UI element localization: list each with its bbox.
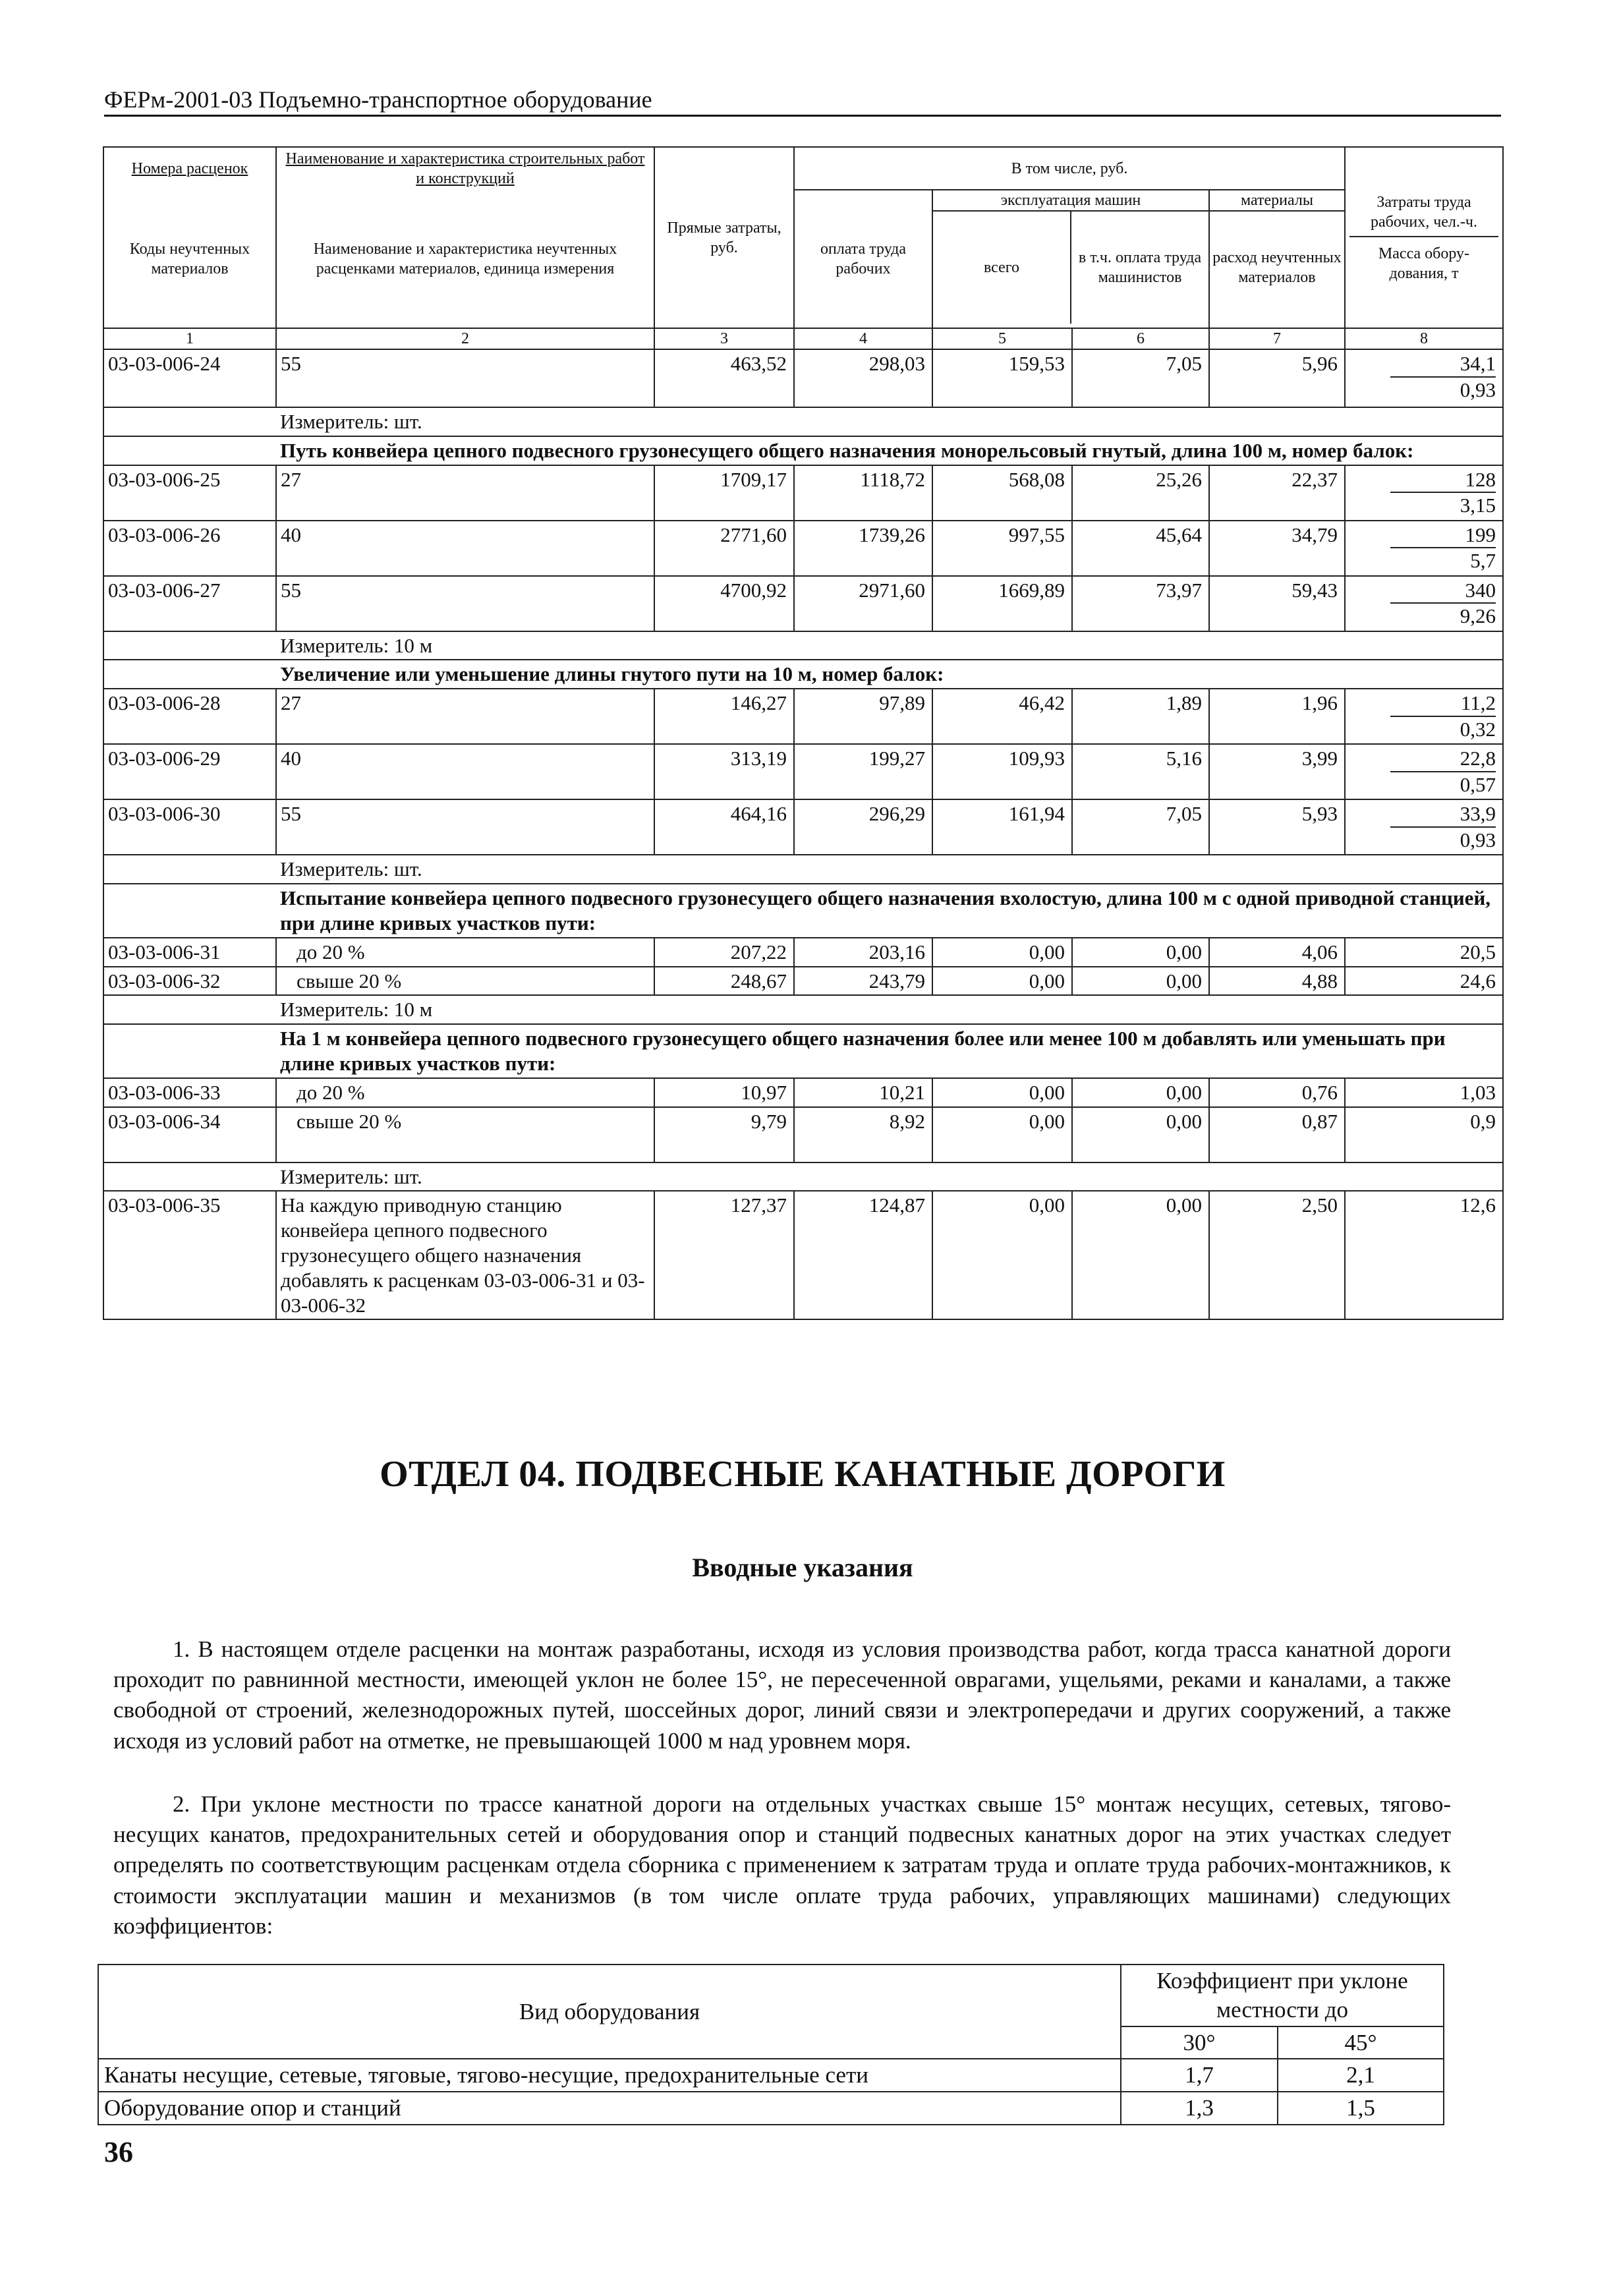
rate-name: 27 <box>276 465 654 521</box>
labor-pay: 1118,72 <box>794 465 932 521</box>
col-number: 3 <box>654 328 794 349</box>
materials: 0,87 <box>1209 1107 1345 1162</box>
labor-pay: 97,89 <box>794 689 932 744</box>
equipment-mass: 0,57 <box>1460 773 1496 797</box>
table-row <box>103 1107 1503 1162</box>
section-title: ОТДЕЛ 04. ПОДВЕСНЫЕ КАНАТНЫЕ ДОРОГИ <box>380 1454 1226 1495</box>
header-machines-total: всего <box>933 212 1071 324</box>
machinist-pay: 25,26 <box>1072 465 1209 521</box>
rate-name: до 20 % <box>276 1078 654 1107</box>
direct-costs: 248,67 <box>654 967 794 996</box>
unit-label: Измеритель: шт. <box>276 855 1503 884</box>
direct-costs: 146,27 <box>654 689 794 744</box>
rate-name: до 20 % <box>276 938 654 967</box>
table-row <box>103 938 1503 967</box>
materials: 0,76 <box>1209 1078 1345 1107</box>
machinist-pay: 0,00 <box>1072 938 1209 967</box>
equipment-mass: 9,26 <box>1460 604 1496 628</box>
header-machines-group <box>932 190 1209 328</box>
equipment-mass: 0,93 <box>1460 828 1496 852</box>
labor-pay: 1739,26 <box>794 521 932 576</box>
labor-and-mass <box>1345 799 1503 855</box>
machines-total: 0,00 <box>932 938 1072 967</box>
header-material-names: Наименование и характеристика неучтенных расценками материалов, единица измерения <box>276 190 654 328</box>
equipment-mass: 5,7 <box>1470 549 1496 573</box>
machinist-pay: 1,89 <box>1072 689 1209 744</box>
rate-code: 03-03-006-31 <box>103 938 276 967</box>
col-number: 4 <box>794 328 932 349</box>
rate-code: 03-03-006-29 <box>103 744 276 799</box>
rate-name: свыше 20 % <box>276 967 654 996</box>
coef-30: 1,7 <box>1121 2059 1278 2092</box>
rate-name: 40 <box>276 521 654 576</box>
header-slope-45: 45° <box>1278 2026 1444 2059</box>
header-material-codes: Коды неучтенных материалов <box>103 190 276 328</box>
col-number: 2 <box>276 328 654 349</box>
spacer-cell <box>103 884 276 938</box>
labor-and-mass <box>1345 744 1503 799</box>
page-number: 36 <box>104 2136 133 2168</box>
header-machines: эксплуатация машин <box>933 190 1208 212</box>
machines-total: 568,08 <box>932 465 1072 521</box>
labor-pay: 296,29 <box>794 799 932 855</box>
table-row <box>103 1078 1503 1107</box>
col-number: 1 <box>103 328 276 349</box>
machines-total: 0,00 <box>932 1191 1072 1319</box>
equipment-mass: 0,32 <box>1460 718 1496 741</box>
spacer-cell <box>103 407 276 436</box>
col-number: 8 <box>1345 328 1503 349</box>
materials: 2,50 <box>1209 1191 1345 1319</box>
materials: 4,06 <box>1209 938 1345 967</box>
running-header: ФЕРм-2001-03 Подъемно-транспортное оборудование <box>104 86 1501 117</box>
machines-total: 159,53 <box>932 349 1072 407</box>
labor-costs: 128 <box>1390 467 1496 494</box>
group-title: На 1 м конвейера цепного подвесного грузонесущего общего назначения более или менее 100 м добавлять или уменьшать при длине кривых участков пути: <box>276 1024 1503 1078</box>
machinist-pay: 0,00 <box>1072 1191 1209 1319</box>
table-row <box>103 1191 1503 1319</box>
header-equipment-mass: Масса обору-дования, т <box>1378 244 1470 282</box>
table-row <box>98 2092 1444 2125</box>
direct-costs: 313,19 <box>654 744 794 799</box>
equipment-mass: 3,15 <box>1460 494 1496 517</box>
labor-pay: 2971,60 <box>794 576 932 631</box>
table-row <box>103 465 1503 521</box>
materials: 5,96 <box>1209 349 1345 407</box>
header-direct-costs: Прямые затраты, руб. <box>654 147 794 328</box>
machinist-pay: 73,97 <box>1072 576 1209 631</box>
rate-code: 03-03-006-33 <box>103 1078 276 1107</box>
rate-code: 03-03-006-30 <box>103 799 276 855</box>
machines-total: 0,00 <box>932 1078 1072 1107</box>
machines-total: 0,00 <box>932 1107 1072 1162</box>
header-material-consumption: расход неучтенных материалов <box>1212 249 1342 286</box>
labor-and-mass <box>1345 465 1503 521</box>
group-title: Увеличение или уменьшение длины гнутого пути на 10 м, номер балок: <box>276 660 1503 689</box>
header-slope-30: 30° <box>1121 2026 1278 2059</box>
spacer-cell <box>103 631 276 660</box>
labor-costs: 20,5 <box>1345 938 1503 967</box>
direct-costs: 127,37 <box>654 1191 794 1319</box>
direct-costs: 1709,17 <box>654 465 794 521</box>
header-machinist-pay: в т.ч. оплата труда машинистов <box>1078 249 1202 286</box>
unit-label: Измеритель: шт. <box>276 1162 1503 1191</box>
rate-code: 03-03-006-24 <box>103 349 276 407</box>
labor-and-mass <box>1345 349 1503 407</box>
machines-total: 0,00 <box>932 967 1072 996</box>
materials: 59,43 <box>1209 576 1345 631</box>
col-number: 6 <box>1072 328 1209 349</box>
group-title: Испытание конвейера цепного подвесного грузонесущего общего назначения вхолостую, длина 100 м с одной приводной станцией, при длине кривых участков пути: <box>276 884 1503 938</box>
machines-total: 46,42 <box>932 689 1072 744</box>
labor-costs: 33,9 <box>1390 801 1496 828</box>
rate-code: 03-03-006-27 <box>103 576 276 631</box>
machines-total: 161,94 <box>932 799 1072 855</box>
machinist-pay: 0,00 <box>1072 1107 1209 1162</box>
header-labor-costs <box>1345 147 1503 328</box>
spacer-cell <box>103 436 276 465</box>
unit-label: Измеритель: 10 м <box>276 631 1503 660</box>
direct-costs: 463,52 <box>654 349 794 407</box>
labor-pay: 243,79 <box>794 967 932 996</box>
header-labor-pay: оплата труда рабочих <box>794 190 932 328</box>
labor-and-mass <box>1345 689 1503 744</box>
coef-45: 1,5 <box>1278 2092 1444 2125</box>
materials: 22,37 <box>1209 465 1345 521</box>
labor-pay: 199,27 <box>794 744 932 799</box>
rate-name: 55 <box>276 576 654 631</box>
header-equipment-type: Вид оборудования <box>98 1965 1121 2059</box>
paragraph-1: 1. В настоящем отделе расценки на монтаж разработаны, исходя из условия производства работ, когда трасса канатной дороги проходит по равнинной местности, имеющей уклон не более 15°, не пересеченной оврагами, ущельями, реками и каналами, а также свободной от строений, железнодорожных путей, шоссейных дорог, линий связи и электропередачи и других сооружений, а также исходя из условий работ на отметке, не превышающей 1000 м над уровнем моря. <box>113 1636 1451 1754</box>
labor-pay: 10,21 <box>794 1078 932 1107</box>
rate-name: 40 <box>276 744 654 799</box>
col-number: 5 <box>932 328 1072 349</box>
labor-and-mass <box>1345 576 1503 631</box>
header-coefficient: Коэффициент при уклоне местности до <box>1121 1965 1444 2026</box>
spacer-cell <box>103 855 276 884</box>
intro-title: Вводные указания <box>692 1553 913 1582</box>
spacer-cell <box>103 1024 276 1078</box>
table-row <box>103 689 1503 744</box>
machinist-pay: 7,05 <box>1072 799 1209 855</box>
rate-code: 03-03-006-25 <box>103 465 276 521</box>
header-materials-group <box>1209 190 1345 328</box>
equipment-name: Канаты несущие, сетевые, тяговые, тягово-несущие, предохранительные сети <box>98 2059 1121 2092</box>
coef-45: 2,1 <box>1278 2059 1444 2092</box>
direct-costs: 464,16 <box>654 799 794 855</box>
materials: 4,88 <box>1209 967 1345 996</box>
rate-name: 55 <box>276 799 654 855</box>
machinist-pay: 5,16 <box>1072 744 1209 799</box>
header-materials: материалы <box>1210 190 1344 212</box>
header-work-name: Наименование и характеристика строительных работ и конструкций <box>276 147 654 190</box>
rate-name: 55 <box>276 349 654 407</box>
labor-costs: 34,1 <box>1390 351 1496 378</box>
equipment-mass: 0,93 <box>1460 378 1496 401</box>
unit-label: Измеритель: шт. <box>276 407 1503 436</box>
direct-costs: 4700,92 <box>654 576 794 631</box>
rate-code: 03-03-006-28 <box>103 689 276 744</box>
materials: 1,96 <box>1209 689 1345 744</box>
table-row <box>98 2059 1444 2092</box>
rate-name: свыше 20 % <box>276 1107 654 1162</box>
labor-costs: 0,9 <box>1345 1107 1503 1162</box>
coefficients-table <box>98 1964 1444 2125</box>
table-row <box>103 744 1503 799</box>
labor-costs: 11,2 <box>1390 691 1496 717</box>
rate-name: На каждую приводную станцию конвейера цепного подвесного грузонесущего общего назначения добавлять к расценкам 03-03-006-31 и 03-03-006-32 <box>276 1191 654 1319</box>
machines-total: 1669,89 <box>932 576 1072 631</box>
col-number: 7 <box>1209 328 1345 349</box>
table-row <box>103 521 1503 576</box>
table-row <box>103 576 1503 631</box>
machinist-pay: 0,00 <box>1072 967 1209 996</box>
spacer-cell <box>103 995 276 1024</box>
labor-costs: 24,6 <box>1345 967 1503 996</box>
rate-code: 03-03-006-35 <box>103 1191 276 1319</box>
labor-costs: 199 <box>1390 523 1496 549</box>
labor-costs: 1,03 <box>1345 1078 1503 1107</box>
materials: 5,93 <box>1209 799 1345 855</box>
direct-costs: 9,79 <box>654 1107 794 1162</box>
paragraph-2: 2. При уклоне местности по трассе канатной дороги на отдельных участках свыше 15° монтаж несущих, сетевых, тягово-несущих канатов, предохранительных сетей и оборудования опор и станций подвесных канатных дорог на этих участках следует определять по соответствующим расценкам отдела сборника с применением к затратам труда и оплате труда рабочих-монтажников, к стоимости эксплуатации машин и механизмов (в том числе оплате труда рабочих, управляющих машинами) следующих коэффициентов: <box>113 1791 1451 1939</box>
coef-30: 1,3 <box>1121 2092 1278 2125</box>
machinist-pay: 7,05 <box>1072 349 1209 407</box>
materials: 3,99 <box>1209 744 1345 799</box>
materials: 34,79 <box>1209 521 1345 576</box>
machinist-pay: 0,00 <box>1072 1078 1209 1107</box>
machinist-pay: 45,64 <box>1072 521 1209 576</box>
header-labor-costs-text: Затраты труда рабочих, чел.-ч. <box>1349 192 1498 237</box>
labor-and-mass <box>1345 521 1503 576</box>
unit-label: Измеритель: 10 м <box>276 995 1503 1024</box>
machines-total: 109,93 <box>932 744 1072 799</box>
labor-pay: 8,92 <box>794 1107 932 1162</box>
labor-pay: 124,87 <box>794 1191 932 1319</box>
direct-costs: 207,22 <box>654 938 794 967</box>
labor-costs: 340 <box>1390 578 1496 604</box>
table-row <box>103 967 1503 996</box>
rate-name: 27 <box>276 689 654 744</box>
machines-total: 997,55 <box>932 521 1072 576</box>
direct-costs: 10,97 <box>654 1078 794 1107</box>
labor-costs: 22,8 <box>1390 746 1496 772</box>
header-rate-number: Номера расценок <box>103 147 276 190</box>
equipment-name: Оборудование опор и станций <box>98 2092 1121 2125</box>
direct-costs: 2771,60 <box>654 521 794 576</box>
labor-costs: 12,6 <box>1345 1191 1503 1319</box>
spacer-cell <box>103 1162 276 1191</box>
rate-code: 03-03-006-26 <box>103 521 276 576</box>
table-row <box>103 349 1503 407</box>
rate-code: 03-03-006-34 <box>103 1107 276 1162</box>
rate-code: 03-03-006-32 <box>103 967 276 996</box>
labor-pay: 203,16 <box>794 938 932 967</box>
spacer-cell <box>103 660 276 689</box>
group-title: Путь конвейера цепного подвесного грузонесущего общего назначения монорельсовый гнутый, длина 100 м, номер балок: <box>276 436 1503 465</box>
rates-table <box>103 146 1504 1320</box>
table-row <box>103 799 1503 855</box>
labor-pay: 298,03 <box>794 349 932 407</box>
header-including: В том числе, руб. <box>794 147 1345 190</box>
